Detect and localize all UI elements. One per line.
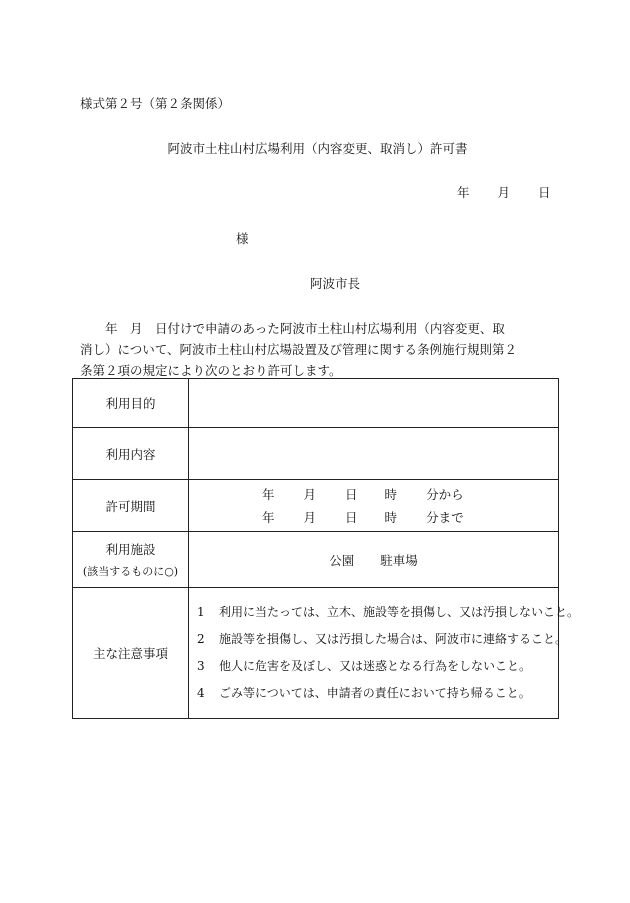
body-line: 条第２項の規定により次のとおり許可します。 <box>80 363 342 378</box>
note-text: ごみ等については、申請者の責任において持ち帰ること。 <box>219 686 531 700</box>
addressee-suffix: 様 <box>236 231 249 246</box>
body-line: 年 月 日付けで申請のあった阿波市土柱山村広場利用（内容変更、取 <box>80 321 505 336</box>
date-month-label: 月 <box>497 185 511 200</box>
note-text: 施設等を損傷し、又は汚損した場合は、阿波市に連絡すること。 <box>219 632 568 646</box>
period-to-day: 日 <box>345 509 358 525</box>
period-to-line <box>262 506 558 529</box>
period-from-month: 月 <box>303 486 317 502</box>
note-number: 1 <box>197 605 205 619</box>
content-value <box>189 428 559 480</box>
note-item <box>197 626 568 653</box>
period-from-minute: 分から <box>426 486 464 502</box>
issue-date-line <box>457 183 551 201</box>
note-number: 3 <box>197 659 205 673</box>
facility-option-parking: 駐車場 <box>380 552 418 568</box>
body-line: 消し）について、阿波市土柱山村広場設置及び管理に関する条例施行規則第２ <box>80 342 518 357</box>
permit-table <box>72 378 580 719</box>
period-from-day: 日 <box>345 486 358 502</box>
document-title: 阿波市土柱山村広場利用（内容変更、取消し）許可書 <box>167 141 468 156</box>
note-number: 2 <box>197 632 205 646</box>
purpose-value <box>189 379 559 428</box>
facility-option-park: 公園 <box>329 552 355 568</box>
notes-label: 主な注意事項 <box>73 588 189 719</box>
notes-cell <box>189 588 580 719</box>
note-text: 利用に当たっては、立木、施設等を損傷し、又は汚損しないこと。 <box>219 605 580 619</box>
date-day-label: 日 <box>538 185 551 200</box>
period-value <box>189 480 559 532</box>
purpose-label: 利用目的 <box>73 379 189 428</box>
note-number: 4 <box>197 686 205 700</box>
issuer-name: 阿波市長 <box>310 276 361 291</box>
content-label: 利用内容 <box>73 428 189 480</box>
period-from-hour: 時 <box>384 486 398 502</box>
body-text <box>80 318 550 381</box>
period-to-month: 月 <box>303 509 317 525</box>
note-item <box>197 653 558 680</box>
period-from-line <box>262 483 558 506</box>
note-text: 他人に危害を及ぼし、又は迷惑となる行為をしないこと。 <box>219 659 532 673</box>
facility-label-cell <box>73 532 189 588</box>
form-number: 様式第２号（第２条関係） <box>80 96 231 111</box>
facility-options <box>189 532 559 588</box>
period-from-year: 年 <box>262 486 275 502</box>
table-row-period <box>73 480 559 532</box>
period-to-year: 年 <box>262 509 275 525</box>
period-to-minute: 分まで <box>426 509 464 525</box>
period-to-hour: 時 <box>384 509 398 525</box>
table-row-purpose <box>73 379 559 428</box>
facility-note: (該当するものに○) <box>82 564 179 578</box>
table-row-content <box>73 428 559 480</box>
note-item <box>197 599 580 626</box>
period-label: 許可期間 <box>73 480 189 532</box>
notes-list <box>189 591 580 715</box>
date-year-label: 年 <box>457 185 470 200</box>
table-row-notes <box>73 588 559 719</box>
table-row-facility <box>73 532 559 588</box>
facility-label: 利用施設 <box>105 541 156 557</box>
note-item <box>197 680 558 707</box>
